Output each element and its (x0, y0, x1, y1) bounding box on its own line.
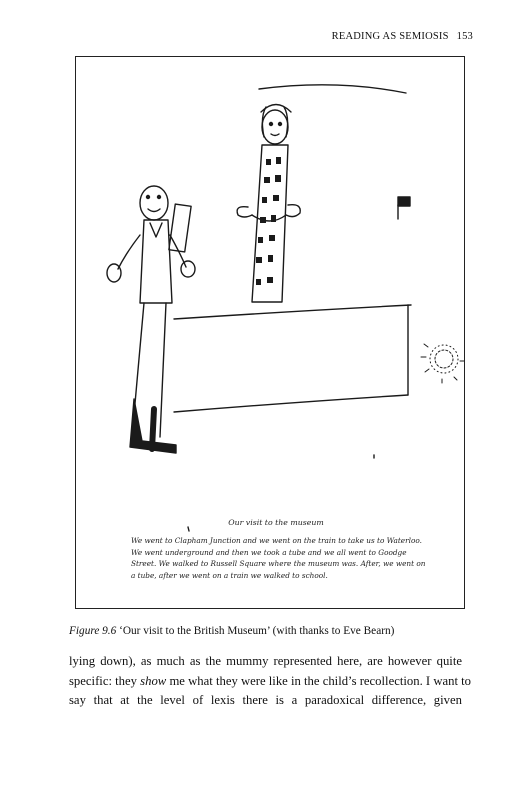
body-text-segment: specific: they (69, 673, 141, 688)
ground-line (174, 395, 408, 412)
figure-caption (69, 625, 394, 637)
page-number: 153 (456, 31, 473, 42)
figure-caption-text: ‘Our visit to the British Museum’ (with thanks to Eve Bearn) (119, 625, 395, 637)
floor-line (174, 305, 411, 319)
sky-arc (259, 85, 406, 93)
figure-frame (75, 56, 465, 609)
body-line: say that at the level of lexis there is a paradoxical difference, given (69, 693, 462, 707)
drawing-line: Street. We walked to Russell Square where the museum was. After, we went on (131, 559, 426, 569)
running-head (332, 31, 473, 42)
drawing-line: a tube, after we went on a train we walked to school. (131, 571, 328, 581)
flag-icon (398, 197, 410, 219)
body-line: lying down), as much as the mummy represented here, are however quite (69, 654, 462, 668)
scribble-sun (421, 344, 464, 383)
body-text-segment: me what they were like in the child’s recollection. I want to (166, 673, 472, 688)
drawing-text (131, 517, 431, 582)
body-line (69, 672, 472, 692)
drawing-line: We went to Clapham Junction and we went on the train to take us to Waterloo. (131, 535, 422, 545)
figure-label: Figure 9.6 (69, 625, 117, 637)
running-title: READING AS SEMIOSIS (331, 31, 449, 42)
body-paragraph (69, 652, 472, 711)
drawing-title: Our visit to the museum (228, 518, 324, 527)
mummy-figure (237, 105, 300, 303)
body-emphasis: show (140, 673, 167, 688)
boy-figure (107, 186, 195, 453)
drawing-line: We went underground and then we took a tube and we all went to Goodge (131, 547, 407, 557)
